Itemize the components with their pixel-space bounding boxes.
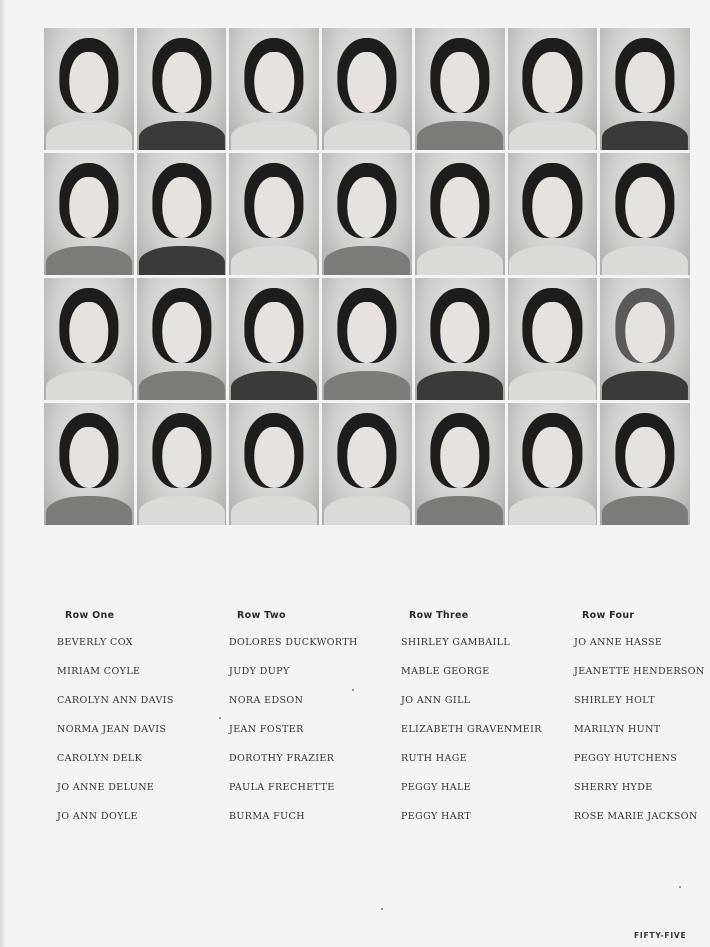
student-name: ROSE MARIE JACKSON [574, 811, 698, 822]
column-header: Row Four [582, 610, 635, 621]
print-speck [352, 689, 354, 691]
student-name: SHIRLEY HOLT [574, 695, 655, 706]
portrait-photo [415, 153, 505, 275]
portrait-photo [137, 28, 227, 150]
portrait-photo [137, 403, 227, 525]
column-header: Row Two [237, 610, 286, 621]
portrait-photo [44, 28, 134, 150]
portrait-photo [229, 403, 319, 525]
portrait-photo [322, 278, 412, 400]
portrait-photo [322, 28, 412, 150]
portrait-photo [229, 278, 319, 400]
student-name: BURMA FUCH [229, 811, 305, 822]
column-header: Row One [65, 610, 115, 621]
student-name: NORMA JEAN DAVIS [57, 724, 167, 735]
portrait-photo [415, 278, 505, 400]
student-name: MABLE GEORGE [401, 666, 490, 677]
print-speck [679, 886, 681, 888]
student-name: DOLORES DUCKWORTH [229, 637, 358, 648]
portrait-photo [508, 278, 598, 400]
student-name: JO ANNE DELUNE [57, 782, 155, 793]
student-name: MIRIAM COYLE [57, 666, 141, 677]
print-speck [219, 717, 221, 719]
portrait-photo [600, 278, 690, 400]
portrait-photo [44, 153, 134, 275]
student-name: ELIZABETH GRAVENMEIR [401, 724, 542, 735]
portrait-photo [229, 153, 319, 275]
portrait-grid [44, 28, 690, 525]
name-column-row-one [57, 610, 174, 840]
student-name: JEANETTE HENDERSON [574, 666, 705, 677]
student-name: RUTH HAGE [401, 753, 468, 764]
student-name: JEAN FOSTER [229, 724, 304, 735]
student-name: CAROLYN ANN DAVIS [57, 695, 174, 706]
student-name: BEVERLY COX [57, 637, 133, 648]
portrait-photo [600, 403, 690, 525]
portrait-photo [229, 28, 319, 150]
column-header: Row Three [409, 610, 469, 621]
portrait-photo [137, 278, 227, 400]
student-name: CAROLYN DELK [57, 753, 143, 764]
page-binding-edge [0, 0, 6, 947]
portrait-photo [508, 403, 598, 525]
student-name: PEGGY HART [401, 811, 472, 822]
portrait-photo [44, 403, 134, 525]
student-name: MARILYN HUNT [574, 724, 661, 735]
portrait-photo [415, 28, 505, 150]
student-name: SHERRY HYDE [574, 782, 653, 793]
student-name: SHIRLEY GAMBAILL [401, 637, 511, 648]
print-speck [381, 908, 383, 910]
student-name: JO ANN DOYLE [57, 811, 138, 822]
student-name: DOROTHY FRAZIER [229, 753, 335, 764]
name-column-row-three [401, 610, 542, 840]
page-number: FIFTY-FIVE [634, 931, 687, 940]
student-name: JO ANN GILL [401, 695, 471, 706]
portrait-photo [508, 28, 598, 150]
portrait-photo [44, 278, 134, 400]
portrait-photo [600, 28, 690, 150]
portrait-photo [137, 153, 227, 275]
portrait-photo [322, 153, 412, 275]
student-name: JO ANNE HASSE [574, 637, 663, 648]
name-column-row-four [574, 610, 705, 840]
student-name: PEGGY HALE [401, 782, 472, 793]
student-name: PAULA FRECHETTE [229, 782, 335, 793]
student-name: NORA EDSON [229, 695, 304, 706]
portrait-photo [508, 153, 598, 275]
portrait-photo [600, 153, 690, 275]
student-name: JUDY DUPY [229, 666, 290, 677]
portrait-photo [415, 403, 505, 525]
name-column-row-two [229, 610, 358, 840]
student-name: PEGGY HUTCHENS [574, 753, 678, 764]
portrait-photo [322, 403, 412, 525]
